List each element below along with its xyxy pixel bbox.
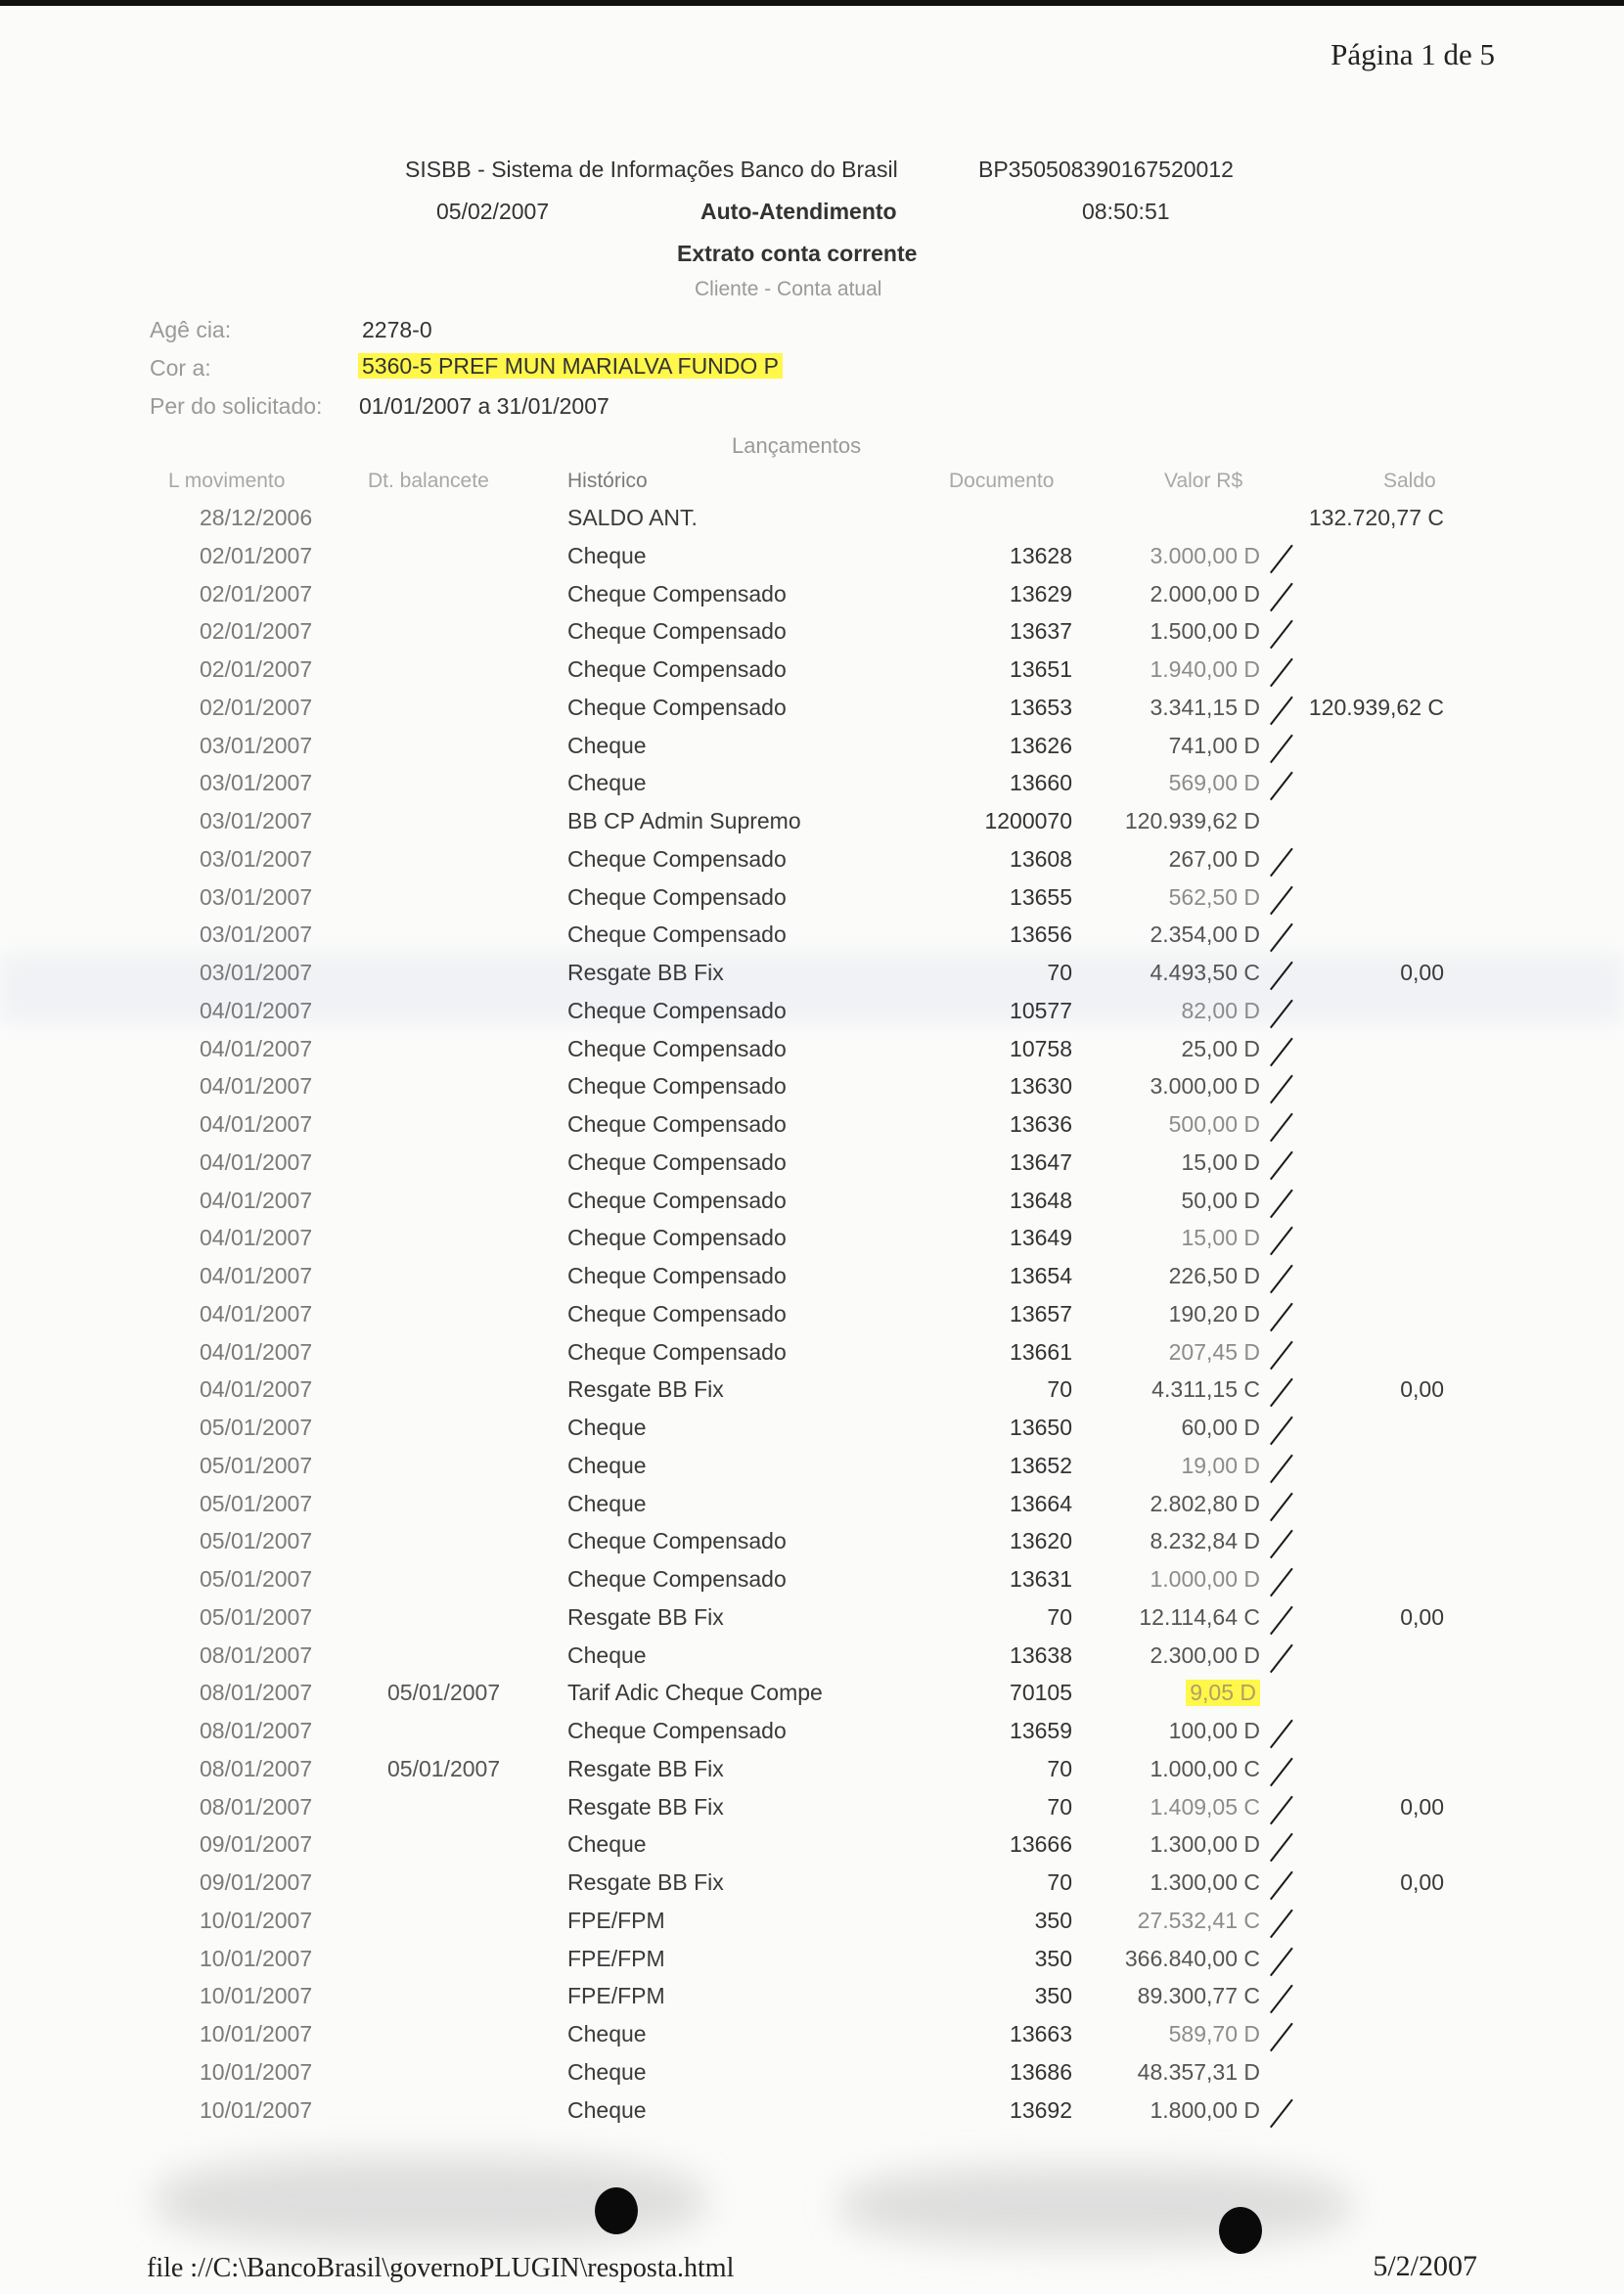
row-documento: 13651: [1010, 656, 1072, 682]
row-valor: 120.939,62 D: [1124, 808, 1260, 833]
row-valor: 48.357,31 D: [1137, 2058, 1260, 2085]
row-historico: Cheque Compensado: [567, 1718, 787, 1743]
table-row: [0, 614, 1624, 652]
row-date: 04/01/2007: [200, 1148, 313, 1175]
row-documento: 13654: [1010, 1263, 1072, 1288]
row-documento: 13663: [1010, 2021, 1072, 2047]
row-historico: Cheque: [567, 542, 647, 568]
table-row: [0, 1752, 1624, 1789]
row-valor: 12.114,64 C: [1139, 1603, 1260, 1630]
row-historico: FPE/FPM: [567, 1945, 665, 1971]
handwritten-check-mark: [1270, 1757, 1293, 1786]
conta-value: 5360-5 PREF MUN MARIALVA FUNDO P: [358, 353, 783, 380]
row-documento: 13659: [1010, 1718, 1072, 1743]
agencia-label: Agê cia:: [150, 317, 232, 342]
row-historico: Resgate BB Fix: [567, 1793, 724, 1820]
table-row: [0, 1259, 1624, 1296]
row-documento: 13692: [1010, 2096, 1072, 2123]
col-historico: Histórico: [567, 470, 648, 492]
table-row: [0, 2017, 1624, 2054]
row-date: 28/12/2006: [200, 505, 313, 530]
row-valor: 89.300,77 C: [1137, 1983, 1260, 2009]
handwritten-check-mark: [1270, 1037, 1293, 1066]
col-documento: Documento: [949, 470, 1055, 492]
handwritten-check-mark: [1270, 696, 1293, 725]
row-documento: 13637: [1010, 618, 1072, 645]
row-date: 09/01/2007: [200, 1869, 313, 1895]
table-row: [0, 1790, 1624, 1827]
report-date: 05/02/2007: [436, 199, 550, 224]
report-time: 08:50:51: [1082, 199, 1170, 224]
row-historico: Cheque: [567, 732, 647, 758]
section-title: Lançamentos: [732, 433, 862, 458]
row-valor: 9,05 D: [1186, 1680, 1260, 1706]
row-date: 04/01/2007: [200, 1187, 313, 1213]
handwritten-check-mark: [1270, 847, 1293, 877]
row-valor: 15,00 D: [1181, 1225, 1260, 1251]
row-saldo: 0,00: [1400, 1376, 1444, 1403]
report-mode: Auto-Atendimento: [700, 199, 897, 224]
handwritten-check-mark: [1270, 1113, 1293, 1143]
handwritten-check-mark: [1270, 1605, 1293, 1635]
row-documento: 13656: [1010, 922, 1072, 948]
row-valor: 50,00 D: [1181, 1187, 1260, 1213]
row-date: 05/01/2007: [200, 1603, 313, 1630]
row-historico: Cheque: [567, 2096, 647, 2123]
row-historico: Cheque Compensado: [567, 656, 787, 682]
row-documento: 13626: [1010, 732, 1072, 758]
handwritten-check-mark: [1270, 1189, 1293, 1218]
col-balancete: Dt. balancete: [368, 470, 489, 492]
row-valor: 1.800,00 D: [1150, 2096, 1260, 2123]
row-date: 04/01/2007: [200, 1111, 313, 1137]
scan-smudge: [841, 2167, 1350, 2245]
row-valor: 60,00 D: [1181, 1415, 1260, 1440]
col-movimento: L movimento: [168, 470, 286, 492]
row-valor: 1.500,00 D: [1150, 618, 1260, 645]
table-row: [0, 501, 1624, 538]
table-row: [0, 1600, 1624, 1638]
row-documento: 13664: [1010, 1490, 1072, 1516]
handwritten-check-mark: [1270, 1530, 1293, 1559]
page-number: Página 1 de 5: [1331, 37, 1495, 71]
row-valor: 2.300,00 D: [1150, 1642, 1260, 1668]
row-documento: 350: [1034, 1983, 1072, 2009]
table-row: [0, 1866, 1624, 1903]
handwritten-check-mark: [1270, 885, 1293, 915]
table-row: [0, 1639, 1624, 1676]
row-date: 02/01/2007: [200, 580, 313, 607]
row-date: 03/01/2007: [200, 732, 313, 758]
handwritten-check-mark: [1270, 1492, 1293, 1521]
row-historico: Cheque Compensado: [567, 1566, 787, 1592]
row-date: 02/01/2007: [200, 694, 313, 720]
handwritten-check-mark: [1270, 772, 1293, 801]
table-row: [0, 1146, 1624, 1183]
handwritten-check-mark: [1270, 999, 1293, 1028]
handwritten-check-mark: [1270, 658, 1293, 688]
handwritten-check-mark: [1270, 1265, 1293, 1294]
row-date: 08/01/2007: [200, 1718, 313, 1743]
row-date: 05/01/2007: [200, 1528, 313, 1554]
row-historico: Cheque: [567, 1452, 647, 1478]
row-historico: Cheque Compensado: [567, 618, 787, 645]
table-row: [0, 691, 1624, 728]
handwritten-check-mark: [1270, 1720, 1293, 1749]
row-documento: 13653: [1010, 694, 1072, 720]
row-valor: 8.232,84 D: [1150, 1528, 1260, 1554]
row-documento: 13608: [1010, 845, 1072, 872]
row-date: 08/01/2007: [200, 1642, 313, 1668]
handwritten-check-mark: [1270, 544, 1293, 573]
row-valor: 2.000,00 D: [1150, 580, 1260, 607]
row-valor: 3.341,15 D: [1150, 694, 1260, 720]
row-valor: 1.300,00 C: [1150, 1869, 1260, 1895]
handwritten-check-mark: [1270, 1340, 1293, 1370]
row-saldo: 0,00: [1400, 1793, 1444, 1820]
handwritten-check-mark: [1270, 923, 1293, 953]
row-date: 10/01/2007: [200, 2096, 313, 2123]
row-historico: Cheque Compensado: [567, 1225, 787, 1251]
row-valor: 1.000,00 C: [1150, 1755, 1260, 1781]
handwritten-check-mark: [1270, 2023, 1293, 2052]
row-saldo: 0,00: [1400, 1869, 1444, 1895]
table-row: [0, 652, 1624, 690]
row-valor: 3.000,00 D: [1150, 542, 1260, 568]
row-date: 08/01/2007: [200, 1680, 313, 1706]
row-historico: Cheque: [567, 1642, 647, 1668]
handwritten-check-mark: [1270, 1871, 1293, 1901]
row-date: 10/01/2007: [200, 1983, 313, 2009]
row-date: 04/01/2007: [200, 997, 313, 1023]
table-row: [0, 1184, 1624, 1221]
row-historico: Cheque Compensado: [567, 922, 787, 948]
row-historico: Cheque Compensado: [567, 1111, 787, 1137]
report-title: Extrato conta corrente: [677, 241, 918, 266]
table-row: [0, 1942, 1624, 1979]
row-historico: Cheque Compensado: [567, 1338, 787, 1365]
handwritten-check-mark: [1270, 1795, 1293, 1824]
row-date: 05/01/2007: [200, 1452, 313, 1478]
handwritten-check-mark: [1270, 1947, 1293, 1976]
table-row: [0, 1032, 1624, 1069]
table-row: [0, 1979, 1624, 2016]
row-valor: 569,00 D: [1168, 770, 1260, 796]
row-historico: FPE/FPM: [567, 1983, 665, 2009]
row-valor: 2.354,00 D: [1150, 922, 1260, 948]
handwritten-check-mark: [1270, 1568, 1293, 1597]
row-historico: Cheque Compensado: [567, 883, 787, 910]
row-valor: 1.000,00 D: [1150, 1566, 1260, 1592]
row-date: 10/01/2007: [200, 1945, 313, 1971]
row-historico: Cheque Compensado: [567, 1148, 787, 1175]
row-saldo: 132.720,77 C: [1308, 505, 1444, 530]
handwritten-check-mark: [1270, 1833, 1293, 1863]
handwritten-check-mark: [1270, 582, 1293, 611]
table-row: [0, 842, 1624, 879]
row-documento: 10758: [1010, 1035, 1072, 1061]
row-historico: Cheque: [567, 2021, 647, 2047]
row-balancete: 05/01/2007: [387, 1680, 501, 1706]
row-documento: 13666: [1010, 1831, 1072, 1858]
table-row: [0, 1562, 1624, 1599]
row-historico: Resgate BB Fix: [567, 1869, 724, 1895]
row-date: 02/01/2007: [200, 542, 313, 568]
row-historico: Cheque: [567, 1415, 647, 1440]
row-date: 03/01/2007: [200, 922, 313, 948]
row-valor: 25,00 D: [1181, 1035, 1260, 1061]
system-name: SISBB - Sistema de Informações Banco do Brasil: [405, 157, 898, 182]
table-row: [0, 1714, 1624, 1751]
table-row: [0, 1449, 1624, 1486]
row-balancete: 05/01/2007: [387, 1755, 501, 1781]
agencia-value: 2278-0: [362, 317, 432, 342]
row-valor: 1.409,05 C: [1150, 1793, 1260, 1820]
row-valor: 741,00 D: [1168, 732, 1260, 758]
footer-date: 5/2/2007: [1373, 2250, 1477, 2282]
row-historico: SALDO ANT.: [567, 505, 698, 530]
row-date: 03/01/2007: [200, 770, 313, 796]
table-row: [0, 729, 1624, 766]
row-documento: 70: [1047, 1603, 1072, 1630]
ink-blot: [595, 2187, 638, 2234]
row-historico: Resgate BB Fix: [567, 1376, 724, 1403]
row-valor: 4.311,15 C: [1151, 1376, 1260, 1403]
row-date: 08/01/2007: [200, 1793, 313, 1820]
conta-label: Cor a:: [150, 355, 211, 381]
row-documento: 13630: [1010, 1073, 1072, 1100]
row-valor: 1.300,00 D: [1150, 1831, 1260, 1858]
row-documento: 13629: [1010, 580, 1072, 607]
row-documento: 13660: [1010, 770, 1072, 796]
row-date: 04/01/2007: [200, 1338, 313, 1365]
row-valor: 589,70 D: [1168, 2021, 1260, 2047]
table-row: [0, 1411, 1624, 1448]
row-saldo: 120.939,62 C: [1308, 694, 1444, 720]
row-documento: 13657: [1010, 1300, 1072, 1327]
table-row: [0, 1221, 1624, 1258]
row-valor: 267,00 D: [1168, 845, 1260, 872]
row-date: 10/01/2007: [200, 1907, 313, 1933]
row-documento: 70: [1047, 1793, 1072, 1820]
row-documento: 70: [1047, 960, 1072, 985]
report-subtitle: Cliente - Conta atual: [695, 278, 882, 300]
row-historico: Cheque Compensado: [567, 1187, 787, 1213]
table-row: [0, 1107, 1624, 1145]
row-documento: 13628: [1010, 542, 1072, 568]
periodo-label: Per do solicitado:: [150, 393, 323, 419]
handwritten-check-mark: [1270, 1302, 1293, 1331]
table-row: [0, 577, 1624, 614]
row-historico: Resgate BB Fix: [567, 1603, 724, 1630]
row-date: 02/01/2007: [200, 656, 313, 682]
row-date: 09/01/2007: [200, 1831, 313, 1858]
report-code: BP350508390167520012: [978, 157, 1234, 182]
ink-blot: [1219, 2207, 1262, 2254]
periodo-value: 01/01/2007 a 31/01/2007: [359, 393, 609, 419]
row-valor: 500,00 D: [1168, 1111, 1260, 1137]
row-date: 05/01/2007: [200, 1566, 313, 1592]
row-saldo: 0,00: [1400, 960, 1444, 985]
table-row: [0, 1069, 1624, 1106]
row-historico: Resgate BB Fix: [567, 1755, 724, 1781]
row-date: 04/01/2007: [200, 1035, 313, 1061]
row-historico: Cheque: [567, 2058, 647, 2085]
table-row: [0, 1904, 1624, 1941]
footer-file-path: file ://C:\BancoBrasil\governoPLUGIN\resposta.html: [147, 2253, 735, 2283]
row-documento: 13648: [1010, 1187, 1072, 1213]
row-documento: 13655: [1010, 883, 1072, 910]
row-valor: 366.840,00 C: [1124, 1945, 1260, 1971]
table-row: [0, 956, 1624, 993]
row-historico: Cheque Compensado: [567, 1300, 787, 1327]
table-row: [0, 1524, 1624, 1561]
row-date: 10/01/2007: [200, 2021, 313, 2047]
handwritten-check-mark: [1270, 1150, 1293, 1180]
handwritten-check-mark: [1270, 1454, 1293, 1483]
row-historico: Tarif Adic Cheque Compe: [567, 1680, 823, 1706]
table-row: [0, 766, 1624, 803]
row-historico: Cheque: [567, 1831, 647, 1858]
row-date: 04/01/2007: [200, 1073, 313, 1100]
row-historico: Cheque Compensado: [567, 694, 787, 720]
table-row: [0, 1827, 1624, 1865]
row-date: 03/01/2007: [200, 883, 313, 910]
row-valor: 190,20 D: [1168, 1300, 1260, 1327]
row-historico: Cheque Compensado: [567, 1528, 787, 1554]
row-date: 04/01/2007: [200, 1376, 313, 1403]
handwritten-check-mark: [1270, 1909, 1293, 1938]
row-valor: 226,50 D: [1168, 1263, 1260, 1288]
row-date: 03/01/2007: [200, 960, 313, 985]
row-valor: 100,00 D: [1168, 1718, 1260, 1743]
row-valor: 27.532,41 C: [1137, 1907, 1260, 1933]
handwritten-check-mark: [1270, 1227, 1293, 1256]
row-documento: 13638: [1010, 1642, 1072, 1668]
row-date: 04/01/2007: [200, 1263, 313, 1288]
row-valor: 2.802,80 D: [1150, 1490, 1260, 1516]
handwritten-check-mark: [1270, 1985, 1293, 2014]
table-row: [0, 539, 1624, 576]
row-historico: Cheque Compensado: [567, 1263, 787, 1288]
table-row: [0, 880, 1624, 918]
row-valor: 562,50 D: [1168, 883, 1260, 910]
row-valor: 15,00 D: [1181, 1148, 1260, 1175]
handwritten-check-mark: [1270, 620, 1293, 650]
row-date: 04/01/2007: [200, 1300, 313, 1327]
row-documento: 10577: [1010, 997, 1072, 1023]
row-date: 08/01/2007: [200, 1755, 313, 1781]
handwritten-check-mark: [1270, 1417, 1293, 1446]
row-documento: 70: [1047, 1755, 1072, 1781]
col-saldo: Saldo: [1383, 470, 1436, 492]
row-documento: 1200070: [984, 808, 1072, 833]
row-historico: BB CP Admin Supremo: [567, 808, 801, 833]
row-documento: 70105: [1010, 1680, 1072, 1706]
row-documento: 70: [1047, 1376, 1072, 1403]
row-valor: 1.940,00 D: [1150, 656, 1260, 682]
table-row: [0, 1676, 1624, 1713]
row-documento: 13661: [1010, 1338, 1072, 1365]
row-documento: 350: [1034, 1907, 1072, 1933]
row-valor: 207,45 D: [1168, 1338, 1260, 1365]
row-historico: Cheque Compensado: [567, 845, 787, 872]
row-documento: 13636: [1010, 1111, 1072, 1137]
handwritten-check-mark: [1270, 2098, 1293, 2128]
row-historico: Cheque: [567, 770, 647, 796]
handwritten-check-mark: [1270, 1643, 1293, 1673]
row-valor: 3.000,00 D: [1150, 1073, 1260, 1100]
table-row: [0, 1335, 1624, 1372]
row-documento: 13620: [1010, 1528, 1072, 1554]
table-row: [0, 1372, 1624, 1410]
row-historico: Cheque Compensado: [567, 580, 787, 607]
row-documento: 13686: [1010, 2058, 1072, 2085]
row-documento: 13649: [1010, 1225, 1072, 1251]
row-valor: 82,00 D: [1181, 997, 1260, 1023]
row-date: 05/01/2007: [200, 1490, 313, 1516]
row-valor: 4.493,50 C: [1150, 960, 1260, 985]
handwritten-check-mark: [1270, 734, 1293, 763]
table-row: [0, 1297, 1624, 1334]
handwritten-check-mark: [1270, 1075, 1293, 1104]
row-historico: Cheque: [567, 1490, 647, 1516]
row-documento: 70: [1047, 1869, 1072, 1895]
table-row: [0, 994, 1624, 1031]
row-historico: Resgate BB Fix: [567, 960, 724, 985]
table-row: [0, 1487, 1624, 1524]
row-historico: Cheque Compensado: [567, 997, 787, 1023]
row-historico: Cheque Compensado: [567, 1073, 787, 1100]
row-date: 04/01/2007: [200, 1225, 313, 1251]
row-valor: 19,00 D: [1181, 1452, 1260, 1478]
table-row: [0, 2055, 1624, 2092]
row-historico: FPE/FPM: [567, 1907, 665, 1933]
row-saldo: 0,00: [1400, 1603, 1444, 1630]
row-date: 02/01/2007: [200, 618, 313, 645]
row-date: 03/01/2007: [200, 808, 313, 833]
row-documento: 13652: [1010, 1452, 1072, 1478]
row-documento: 13631: [1010, 1566, 1072, 1592]
table-row: [0, 804, 1624, 841]
table-row: [0, 918, 1624, 955]
row-date: 03/01/2007: [200, 845, 313, 872]
table-row: [0, 2093, 1624, 2131]
row-date: 05/01/2007: [200, 1415, 313, 1440]
handwritten-check-mark: [1270, 1378, 1293, 1408]
handwritten-check-mark: [1270, 962, 1293, 991]
row-date: 10/01/2007: [200, 2058, 313, 2085]
scan-top-edge: [0, 0, 1624, 6]
row-documento: 350: [1034, 1945, 1072, 1971]
row-documento: 13647: [1010, 1148, 1072, 1175]
col-valor: Valor R$: [1164, 470, 1243, 492]
row-historico: Cheque Compensado: [567, 1035, 787, 1061]
row-documento: 13650: [1010, 1415, 1072, 1440]
